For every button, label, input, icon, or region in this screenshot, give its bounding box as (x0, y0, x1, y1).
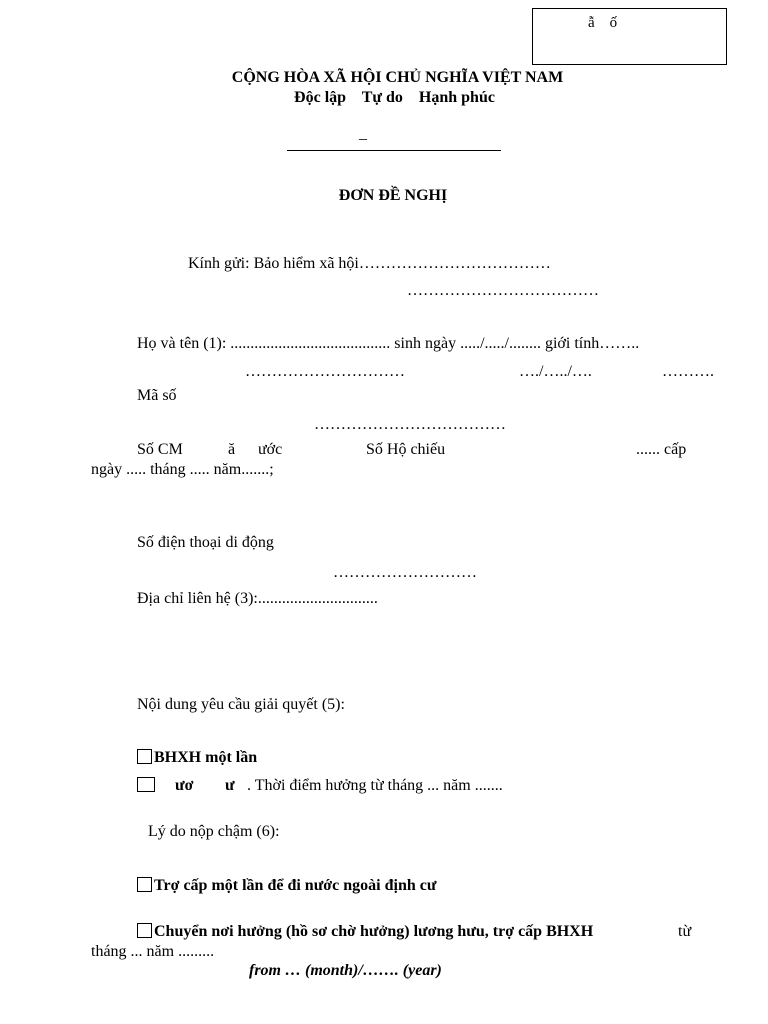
issue-date-line: ngày ..... tháng ..... năm.......; (91, 461, 274, 478)
id-code-sub: ……………………………… (314, 416, 506, 433)
recipient-line-2: ……………………………… (407, 282, 599, 299)
option-emigration[interactable] (137, 876, 436, 896)
document-title: ĐƠN ĐỀ NGHỊ (338, 187, 448, 204)
request-label: Nội dung yêu cầu giải quyết (5): (137, 696, 345, 713)
checkbox-emigration[interactable] (137, 877, 152, 892)
option-pension-detail: . Thời điểm hưởng từ tháng ... năm ....... (247, 777, 503, 794)
checkbox-transfer[interactable] (137, 923, 152, 938)
form-code: ẫ ố (588, 15, 618, 31)
recipient-line-1: Kính gửi: Bảo hiểm xã hội……………………………… (188, 255, 551, 272)
name-sub-1: ………………………… (245, 363, 405, 380)
passport-label: Số Hộ chiếu (366, 441, 446, 458)
option-pension-fragment-2: ư (225, 777, 235, 794)
phone-sub: ……………………… (333, 564, 477, 581)
option-transfer-date: tháng ... năm ......... (91, 943, 215, 960)
option-transfer-label: Chuyển nơi hưởng (hồ sơ chờ hưởng) lương hưu, trợ cấp BHXH (154, 923, 594, 940)
option-transfer[interactable] (137, 922, 593, 942)
option-transfer-english: from … (month)/……. (year) (249, 962, 442, 979)
name-line: Họ và tên (1): ........................................ sinh ngày ...../...../........ giới tính…….. (137, 335, 640, 352)
option-pension-fragment-1: ươ (175, 777, 194, 794)
option-lump-sum[interactable] (137, 748, 257, 768)
cm-label: Số CM (137, 441, 183, 458)
name-sub-2: …./…../…. (519, 363, 592, 380)
name-sub-3: ………. (662, 363, 714, 380)
option-emigration-label: Trợ cấp một lần để đi nước ngoài định cư (154, 877, 437, 894)
option-lump-sum-label: BHXH một lần (154, 749, 258, 766)
country-name: CỘNG HÒA XÃ HỘI CHỦ NGHĨA VIỆT NAM (231, 69, 564, 86)
address-label: Địa chỉ liên hệ (3):.............................. (137, 590, 378, 607)
cm-fragment-2: ước (258, 441, 283, 458)
id-code-label: Mã số (137, 387, 177, 404)
header-rule (287, 150, 501, 151)
checkbox-lump-sum[interactable] (137, 749, 152, 764)
issue-fragment: ...... cấp (636, 441, 687, 458)
header-dash: _ (359, 125, 367, 142)
late-reason-label: Lý do nộp chậm (6): (148, 823, 280, 840)
option-pension[interactable] (137, 776, 157, 796)
form-code-box (532, 8, 727, 65)
option-transfer-tail: từ (678, 923, 692, 940)
cm-fragment-1: ă (228, 441, 236, 458)
checkbox-pension[interactable] (137, 777, 155, 792)
phone-label: Số điện thoại di động (137, 534, 274, 551)
motto: Độc lập Tự do Hạnh phúc (294, 89, 495, 106)
